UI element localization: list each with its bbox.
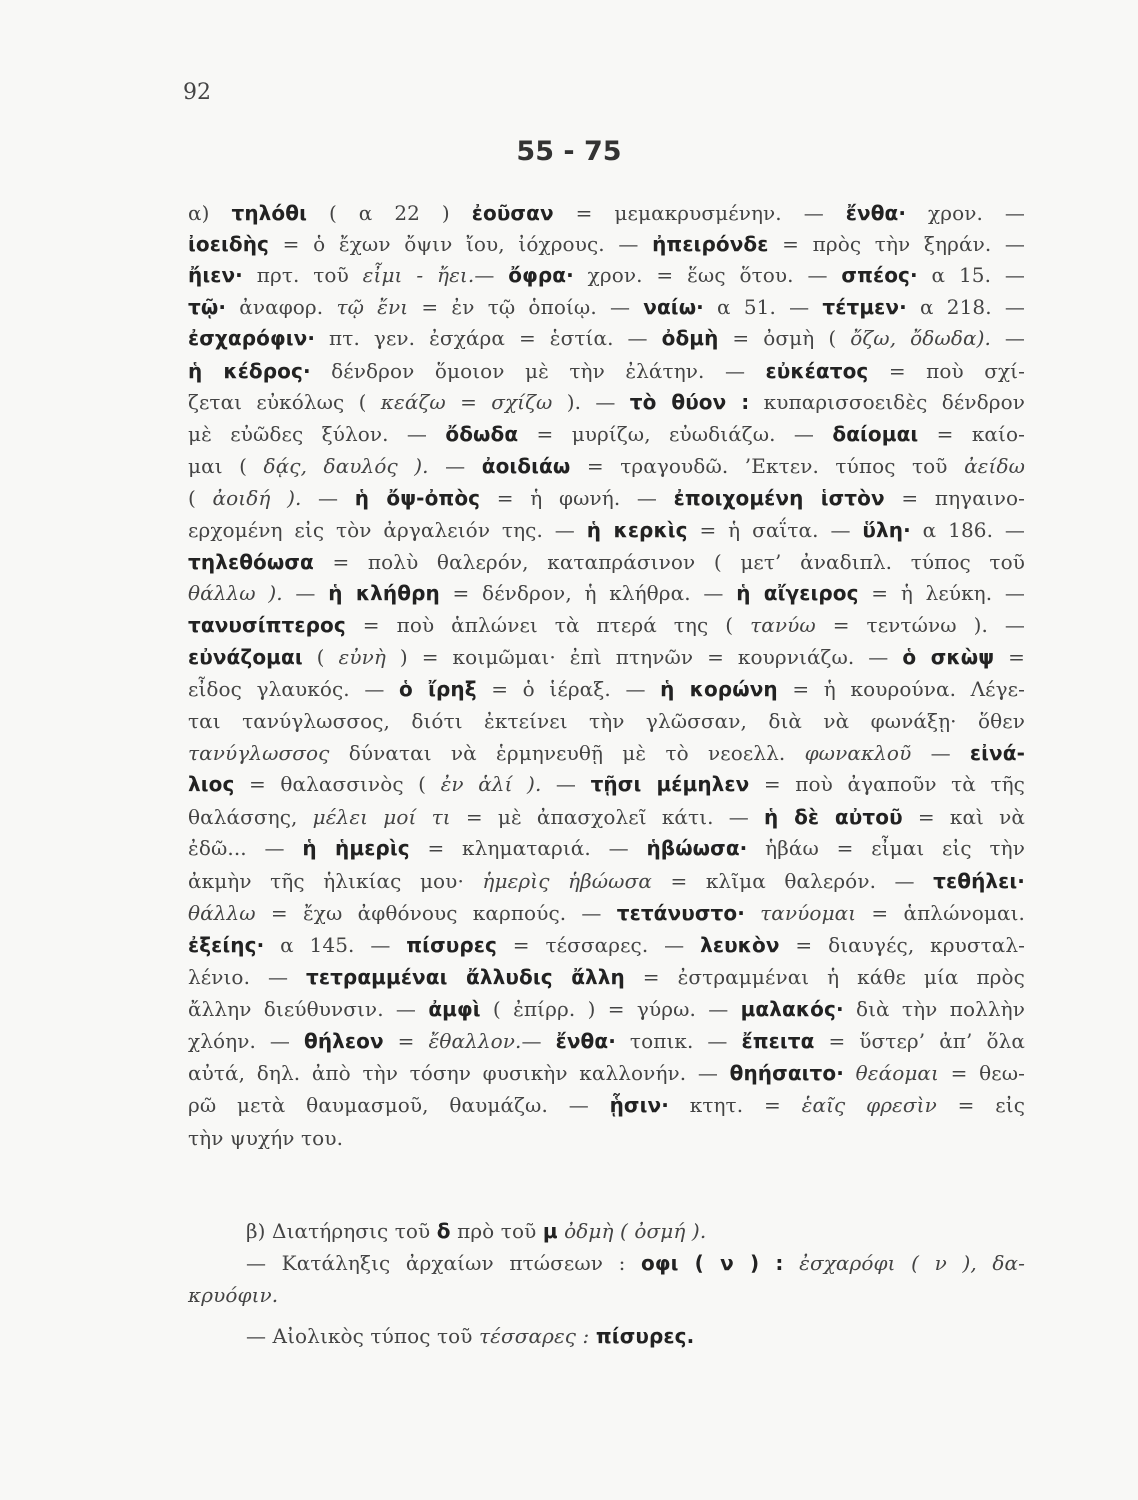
headword: ἡ αἴγειρος bbox=[736, 581, 859, 605]
text-line bbox=[188, 999, 1025, 1019]
text-run: — bbox=[990, 326, 1026, 350]
text-line bbox=[188, 583, 1025, 603]
headword: ὕλη· bbox=[862, 518, 911, 542]
headword: ἡ κερκὶς bbox=[586, 518, 688, 542]
text-run: ἐδῶ... — bbox=[188, 836, 303, 860]
text-run: χλόην. — bbox=[188, 1029, 304, 1053]
headword: εὐκέατος bbox=[765, 359, 869, 383]
text-run: = τραγουδῶ. ’Εκτεν. τύπος τοῦ bbox=[570, 454, 965, 478]
text-line bbox=[188, 265, 1025, 285]
text-run: = ἡ φωνή. — bbox=[480, 486, 674, 510]
text-line bbox=[188, 203, 1025, 223]
text-run: εἶδος γλαυκός. — bbox=[188, 677, 400, 701]
text-run: χρον. = ἕως ὅτου. — bbox=[573, 263, 842, 287]
headword: ἡ ὄψ-ὀπὸς bbox=[354, 486, 481, 510]
italic-run: ἐν ἁλί ). bbox=[440, 772, 542, 796]
text-run: ρῶ μετὰ θαυμασμοῦ, θαυμάζω. — bbox=[188, 1093, 610, 1117]
text-line bbox=[188, 1285, 1025, 1305]
text-run: α 145. — bbox=[264, 933, 407, 957]
headword: ἔπειτα bbox=[741, 1029, 815, 1053]
text-run: = μεμακρυσμένην. — bbox=[553, 201, 846, 225]
page-number: 92 bbox=[183, 80, 211, 105]
headword: τετραμμέναι ἄλλυδις ἄλλη bbox=[305, 965, 625, 989]
headword: ἐοῦσαν bbox=[471, 201, 554, 225]
headword: ἡβώωσα· bbox=[646, 836, 748, 860]
italic-run: τανύομαι bbox=[760, 901, 857, 925]
text-run: λένιο. — bbox=[188, 965, 306, 989]
text-line bbox=[188, 774, 1025, 794]
text-run: ἄλλην διεύθυνσιν. — bbox=[188, 997, 429, 1021]
text-run: = ὁ ἔχων ὄψιν ἴου, ἰόχρους. — bbox=[269, 232, 653, 256]
text-run: = καὶ νὰ bbox=[902, 805, 1026, 829]
headword: εἰνά- bbox=[969, 741, 1025, 765]
italic-run: θάλλω ). bbox=[188, 581, 283, 605]
headword: δ bbox=[436, 1219, 451, 1243]
text-line bbox=[188, 838, 1025, 858]
italic-run: ὀδμὴ ( ὀσμή ). bbox=[564, 1219, 707, 1243]
italic-run: κεάζω = σχίζω bbox=[380, 390, 553, 414]
text-line bbox=[188, 679, 1025, 699]
text-run: = πολὺ θαλερόν, καταπράσινον ( μετ’ ἀναδιπλ. τύπος τοῦ bbox=[313, 550, 1025, 574]
section-title: 55 - 75 bbox=[516, 136, 622, 167]
italic-run: μέλει μοί τι bbox=[312, 805, 451, 829]
text-run: — bbox=[474, 263, 509, 287]
text-run: ἡβάω = εἶμαι εἰς τὴν bbox=[747, 836, 1025, 860]
headword: μαλακός· bbox=[740, 997, 844, 1021]
text-line bbox=[188, 807, 1025, 827]
text-run: τοπικ. — bbox=[615, 1029, 742, 1053]
headword: λευκὸν bbox=[700, 933, 780, 957]
headword: ὁ ἴρηξ bbox=[399, 677, 477, 701]
text-run: κτητ. = bbox=[668, 1093, 802, 1117]
italic-run: ἔθαλλον. bbox=[428, 1029, 522, 1053]
text-run: = ὀσμὴ ( bbox=[718, 326, 851, 350]
headword: ἐποιχομένη ἱστὸν bbox=[673, 486, 885, 510]
headword: ἡ ἡμερὶς bbox=[302, 836, 410, 860]
text-run: = bbox=[994, 645, 1025, 669]
italic-run: τέσσαρες : bbox=[479, 1324, 590, 1348]
text-run: μὲ εὐῶδες ξύλον. — bbox=[188, 422, 446, 446]
italic-run: ἑαῖς φρεσὶν bbox=[801, 1093, 937, 1117]
text-run: = ὕστερ’ ἀπ’ ὅλα bbox=[814, 1029, 1025, 1053]
italic-run: θάλλω bbox=[188, 901, 256, 925]
text-line bbox=[188, 297, 1025, 317]
headword: τὸ θύον : bbox=[629, 390, 750, 414]
text-run: = τεντώνω ). — bbox=[815, 613, 1025, 637]
text-line bbox=[246, 1326, 694, 1346]
text-line bbox=[188, 647, 1025, 667]
text-line bbox=[246, 1253, 1025, 1273]
text-line bbox=[188, 1031, 1025, 1051]
text-run: τὴν ψυχήν του. bbox=[188, 1126, 344, 1150]
text-run: = μὲ ἀπασχολεῖ κάτι. — bbox=[450, 805, 764, 829]
text-run: κυπαρισσοειδὲς δένδρον bbox=[749, 390, 1025, 414]
text-run: = πηγαινο- bbox=[884, 486, 1026, 510]
text-run: ). — bbox=[552, 390, 630, 414]
text-line bbox=[188, 234, 1025, 254]
text-run: — bbox=[911, 741, 970, 765]
italic-run: κρυόφιν. bbox=[188, 1283, 279, 1307]
text-run bbox=[844, 1061, 856, 1085]
text-run: αὐτά, δηλ. ἀπὸ τὴν τόσην φυσικὴν καλλονήν. — bbox=[188, 1061, 730, 1085]
headword: τῷ· bbox=[188, 295, 227, 319]
headword: λιος bbox=[188, 772, 235, 796]
headword: δαίομαι bbox=[832, 422, 919, 446]
headword: ναίω· bbox=[643, 295, 704, 319]
text-run: = ἐστραμμέναι ἡ κάθε μία πρὸς bbox=[624, 965, 1025, 989]
text-run: = ποὺ ἁπλώνει τὰ πτερά της ( bbox=[345, 613, 751, 637]
italic-run: ἀοιδή ). bbox=[212, 486, 302, 510]
text-run: ( α 22 ) bbox=[307, 201, 472, 225]
text-run: = ὁ ἱέραξ. — bbox=[476, 677, 661, 701]
headword: τεθήλει· bbox=[933, 869, 1025, 893]
headword: ἠπειρόνδε bbox=[652, 232, 769, 256]
text-line bbox=[188, 328, 1025, 348]
text-line bbox=[188, 552, 1025, 572]
text-line bbox=[188, 456, 1025, 476]
text-line bbox=[188, 1063, 1025, 1083]
italic-run: εὐνὴ bbox=[338, 645, 386, 669]
headword: μ bbox=[542, 1219, 558, 1243]
italic-run: ἀείδω bbox=[964, 454, 1026, 478]
headword: ἐσχαρόφιν· bbox=[188, 326, 316, 350]
headword: ἔνθα· bbox=[555, 1029, 616, 1053]
headword: τανυσίπτερος bbox=[188, 613, 346, 637]
text-run: χρον. — bbox=[906, 201, 1025, 225]
text-run: θαλάσσης, bbox=[188, 805, 313, 829]
headword: τέτμεν· bbox=[822, 295, 907, 319]
text-run: = πρὸς τὴν ξηράν. — bbox=[768, 232, 1026, 256]
headword: πίσυρες bbox=[406, 933, 497, 957]
text-line bbox=[188, 488, 1025, 508]
headword: ἤιεν· bbox=[188, 263, 243, 287]
text-run: = ἡ λεύκη. — bbox=[858, 581, 1025, 605]
text-run: διὰ τὴν πολλὴν bbox=[843, 997, 1025, 1021]
headword: ᾗσιν· bbox=[609, 1093, 669, 1117]
text-run: δένδρον ὅμοιον μὲ τὴν ἐλάτην. — bbox=[310, 359, 766, 383]
headword: θηήσαιτο· bbox=[729, 1061, 844, 1085]
text-run: ( bbox=[302, 645, 339, 669]
headword: ἡ κορώνη bbox=[660, 677, 778, 701]
text-run: — bbox=[541, 772, 591, 796]
headword: τετάνυστο· bbox=[616, 901, 745, 925]
italic-run: ἡμερὶς ἡβώωσα bbox=[482, 869, 652, 893]
text-run: — bbox=[428, 454, 482, 478]
headword: σπέος· bbox=[841, 263, 918, 287]
text-run: = κλῖμα θαλερόν. — bbox=[651, 869, 934, 893]
headword: τηλεθόωσα bbox=[188, 550, 314, 574]
text-line bbox=[188, 1095, 1025, 1115]
headword: ἡ δὲ αὐτοῦ bbox=[764, 805, 903, 829]
text-run: β) Διατήρησις τοῦ bbox=[246, 1219, 437, 1243]
text-line bbox=[188, 392, 1025, 412]
text-line bbox=[188, 361, 1025, 381]
text-run: ζεται εὐκόλως ( bbox=[188, 390, 381, 414]
text-run: = ἡ σαΐτα. — bbox=[687, 518, 863, 542]
text-run: = θαλασσινὸς ( bbox=[234, 772, 441, 796]
headword: πίσυρες. bbox=[595, 1324, 695, 1348]
text-run: ( bbox=[188, 486, 213, 510]
text-run: = ποὺ ἀγαποῦν τὰ τῆς bbox=[749, 772, 1025, 796]
headword: εὐνάζομαι bbox=[188, 645, 303, 669]
text-run: μαι ( bbox=[188, 454, 264, 478]
text-run: = bbox=[383, 1029, 429, 1053]
italic-run: θεάομαι bbox=[855, 1061, 939, 1085]
text-run: ἀκμὴν τῆς ἡλικίας μου· bbox=[188, 869, 483, 893]
text-run: = μυρίζω, εὐωδιάζω. — bbox=[518, 422, 833, 446]
text-line bbox=[188, 743, 1025, 763]
headword: ὀδμὴ bbox=[661, 326, 719, 350]
text-run: ) = κοιμῶμαι· ἐπὶ πτηνῶν = κουρνιάζω. — bbox=[385, 645, 903, 669]
italic-run: δᾴς, δαυλός ). bbox=[263, 454, 429, 478]
text-line bbox=[188, 1128, 1025, 1148]
text-line bbox=[188, 903, 1025, 923]
headword: τῇσι μέμηλεν bbox=[590, 772, 750, 796]
text-run: — Αἰολικὸς τύπος τοῦ bbox=[246, 1324, 479, 1348]
text-run: — Κατάληξις ἀρχαίων πτώσεων : bbox=[246, 1251, 642, 1275]
text-run: = δένδρον, ἡ κλήθρα. — bbox=[439, 581, 737, 605]
headword: οφι ( ν ) : bbox=[641, 1251, 784, 1275]
text-run: πρὸ τοῦ bbox=[450, 1219, 543, 1243]
text-run: α 218. — bbox=[906, 295, 1025, 319]
headword: ὁ σκὼψ bbox=[902, 645, 995, 669]
headword: ἰοειδὴς bbox=[188, 232, 269, 256]
headword: ἡ κλήθρη bbox=[328, 581, 440, 605]
headword: ἡ κέδρος· bbox=[188, 359, 311, 383]
headword: ἔνθα· bbox=[845, 201, 907, 225]
text-run: α 15. — bbox=[917, 263, 1026, 287]
text-run: = θεω- bbox=[938, 1061, 1025, 1085]
text-run: ται τανύγλωσσος, διότι ἐκτείνει τὴν γλῶσσαν, διὰ νὰ φωνάξῃ· ὅθεν bbox=[188, 709, 1025, 733]
text-run: — bbox=[521, 1029, 556, 1053]
text-run bbox=[784, 1251, 800, 1275]
text-run: πρτ. τοῦ bbox=[242, 263, 363, 287]
italic-run: τανύγλωσσος bbox=[188, 741, 330, 765]
italic-run: ἐσχαρόφι ( ν ), δα- bbox=[799, 1251, 1025, 1275]
text-line bbox=[188, 967, 1025, 987]
text-run: δύναται νὰ ἑρμηνευθῇ μὲ τὸ νεοελλ. bbox=[329, 741, 805, 765]
text-line bbox=[188, 615, 1025, 635]
text-run: α) bbox=[188, 201, 232, 225]
headword: τηλόθι bbox=[231, 201, 307, 225]
text-run: = ἐν τῷ ὁποίῳ. — bbox=[408, 295, 644, 319]
italic-run: φωνακλοῦ bbox=[804, 741, 912, 765]
headword: ἀοιδιάω bbox=[481, 454, 571, 478]
text-line bbox=[188, 711, 1025, 731]
headword: θήλεον bbox=[303, 1029, 384, 1053]
text-line bbox=[246, 1221, 706, 1241]
text-run: = ἔχω ἀφθόνους καρπούς. — bbox=[255, 901, 617, 925]
text-run: α 51. — bbox=[703, 295, 823, 319]
text-run: = ἁπλώνομαι. bbox=[856, 901, 1025, 925]
headword: ἐξείης· bbox=[188, 933, 265, 957]
italic-run: τῷ ἔνι bbox=[336, 295, 409, 319]
italic-run: εἶμι - ἤει. bbox=[362, 263, 475, 287]
text-run: = τέσσαρες. — bbox=[496, 933, 701, 957]
headword: ἀμφὶ bbox=[428, 997, 481, 1021]
text-line bbox=[188, 520, 1025, 540]
text-run: ερχομένη εἰς τὸν ἀργαλειόν της. — bbox=[188, 518, 587, 542]
text-run: ( ἐπίρρ. ) = γύρω. — bbox=[480, 997, 741, 1021]
text-run: ἀναφορ. bbox=[226, 295, 337, 319]
headword: ὄφρα· bbox=[508, 263, 574, 287]
text-run: = διαυγές, κρυσταλ- bbox=[779, 933, 1025, 957]
italic-run: ὄζω, ὄδωδα). bbox=[850, 326, 991, 350]
text-run: πτ. γεν. ἐσχάρα = ἑστία. — bbox=[315, 326, 662, 350]
text-run: = ἡ κουρούνα. Λέγε- bbox=[777, 677, 1026, 701]
text-run: = εἰς bbox=[936, 1093, 1026, 1117]
headword: ὄδωδα bbox=[445, 422, 519, 446]
text-run: = καίο- bbox=[918, 422, 1025, 446]
text-line bbox=[188, 871, 1025, 891]
text-line bbox=[188, 424, 1025, 444]
text-run: — bbox=[282, 581, 329, 605]
text-run bbox=[745, 901, 760, 925]
text-run: α 186. — bbox=[910, 518, 1025, 542]
text-line bbox=[188, 935, 1025, 955]
italic-run: τανύω bbox=[750, 613, 816, 637]
text-run: = ποὺ σχί- bbox=[868, 359, 1025, 383]
text-run: = κληματαριά. — bbox=[409, 836, 647, 860]
text-run: — bbox=[301, 486, 355, 510]
